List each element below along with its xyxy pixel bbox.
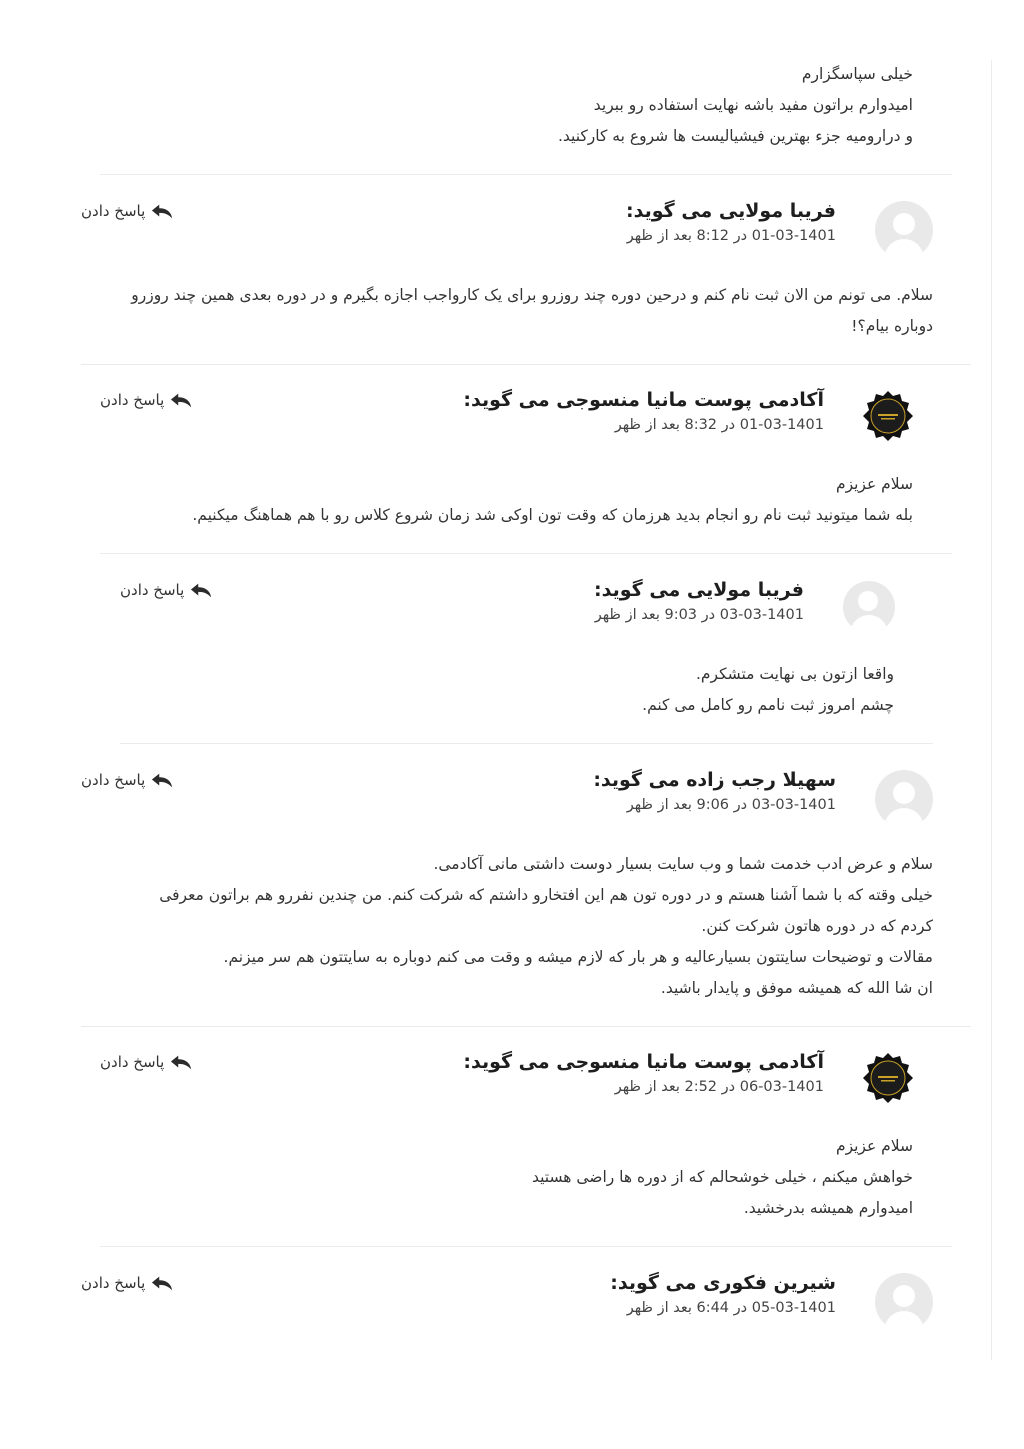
reply-button[interactable]: [81, 1274, 173, 1292]
reply-label: پاسخ دادن: [81, 771, 146, 789]
comment-body: [120, 59, 913, 152]
comment-body: [100, 469, 913, 531]
reply-button[interactable]: [100, 1053, 192, 1071]
comment-divider: [120, 743, 933, 744]
comment-line: سلام عزیزم: [835, 475, 913, 493]
comment-divider: [100, 553, 952, 554]
reply-label: پاسخ دادن: [120, 581, 185, 599]
comment-date[interactable]: 01-03-1401 در 8:32 بعد از ظهر: [614, 417, 824, 433]
content-edge-rule: [991, 60, 992, 1360]
reply-all-icon: [170, 391, 192, 409]
comment-line: مقالات و توضیحات سایتتون بسیارعالیه و هر بار که لازم میشه و وقت می کنم دوباره به سایتتون هم سر میزنم.: [223, 948, 933, 966]
comment-divider: [81, 1026, 971, 1027]
comment-date[interactable]: 03-03-1401 در 9:06 بعد از ظهر: [626, 797, 836, 813]
reply-all-icon: [151, 771, 173, 789]
comment-date[interactable]: 05-03-1401 در 6:44 بعد از ظهر: [626, 1300, 836, 1316]
comment-date[interactable]: 06-03-1401 در 2:52 بعد از ظهر: [614, 1079, 824, 1095]
comment-line: بله شما میتونید ثبت نام رو انجام بدید هرزمان که وقت تون اوکی شد زمان شروع کلاس رو با هم هماهنگ میکنیم.: [192, 506, 913, 524]
user-avatar-icon: [875, 201, 933, 259]
comment-line: خواهش میکنم ، خیلی خوشحالم که از دوره ها راضی هستید: [531, 1168, 913, 1186]
comment-line: خیلی سپاسگزارم: [801, 65, 913, 83]
academy-badge-logo: [862, 1052, 914, 1104]
comment-line: سلام و عرض ادب خدمت شما و وب سایت بسیار دوست داشتی مانی آکادمی.: [433, 855, 933, 873]
comment-line: امیدوارم همیشه بدرخشید.: [743, 1199, 913, 1217]
comment-line: و درارومیه جزء بهترین فیشیالیست ها شروع به کارکنید.: [557, 127, 913, 145]
comment-line: سلام. می تونم من الان ثبت نام کنم و درحین دوره چند روزرو برای یک کارواجب اجازه بگیرم و در دوره بعدی همین چند روزرو: [131, 286, 933, 304]
comment-author: آکادمی پوست مانیا منسوجی می گوید:: [463, 1051, 824, 1073]
comment-line: کردم که در دوره هاتون شرکت کنن.: [701, 917, 933, 935]
comment-line: ان شا الله که همیشه موفق و پایدار باشید.: [660, 979, 933, 997]
comment-body: [120, 659, 894, 721]
comment-date[interactable]: 01-03-1401 در 8:12 بعد از ظهر: [626, 228, 836, 244]
comment-line: خیلی وقته که با شما آشنا هستم و در دوره تون هم این افتخارو داشتم که شرکت کنم. من چندین نفررو هم براتون معرفی: [159, 886, 933, 904]
reply-all-icon: [151, 1274, 173, 1292]
comment-line: سلام عزیزم: [835, 1137, 913, 1155]
comment-divider: [100, 1246, 952, 1247]
reply-label: پاسخ دادن: [100, 391, 165, 409]
reply-all-icon: [190, 581, 212, 599]
reply-label: پاسخ دادن: [81, 1274, 146, 1292]
user-avatar-icon: [843, 581, 895, 633]
reply-button[interactable]: [120, 581, 212, 599]
comment-date[interactable]: 03-03-1401 در 9:03 بعد از ظهر: [594, 607, 804, 623]
user-avatar-icon: [875, 1273, 933, 1331]
comment-line: چشم امروز ثبت نامم رو کامل می کنم.: [642, 696, 894, 714]
comment-line: امیدوارم براتون مفید باشه نهایت استفاده رو ببرید: [593, 96, 913, 114]
comment-author: شیرین فکوری می گوید:: [610, 1272, 836, 1294]
comment-author: آکادمی پوست مانیا منسوجی می گوید:: [463, 389, 824, 411]
comment-divider: [100, 174, 952, 175]
comment-line: دوباره بیام؟!: [851, 317, 933, 335]
comment-body: [81, 849, 933, 1004]
reply-label: پاسخ دادن: [100, 1053, 165, 1071]
comment-body: [100, 1131, 913, 1224]
reply-button[interactable]: [81, 771, 173, 789]
comment-author: فریبا مولایی می گوید:: [594, 579, 804, 601]
comment-divider: [81, 364, 971, 365]
reply-button[interactable]: [100, 391, 192, 409]
comment-line: واقعا ازتون بی نهایت متشکرم.: [696, 665, 894, 683]
reply-label: پاسخ دادن: [81, 202, 146, 220]
comment-author: فریبا مولایی می گوید:: [626, 200, 836, 222]
academy-badge-logo: [862, 390, 914, 442]
comment-body: [81, 280, 933, 342]
user-avatar-icon: [875, 770, 933, 828]
reply-all-icon: [170, 1053, 192, 1071]
reply-button[interactable]: [81, 202, 173, 220]
reply-all-icon: [151, 202, 173, 220]
comment-author: سهیلا رجب زاده می گوید:: [593, 769, 836, 791]
